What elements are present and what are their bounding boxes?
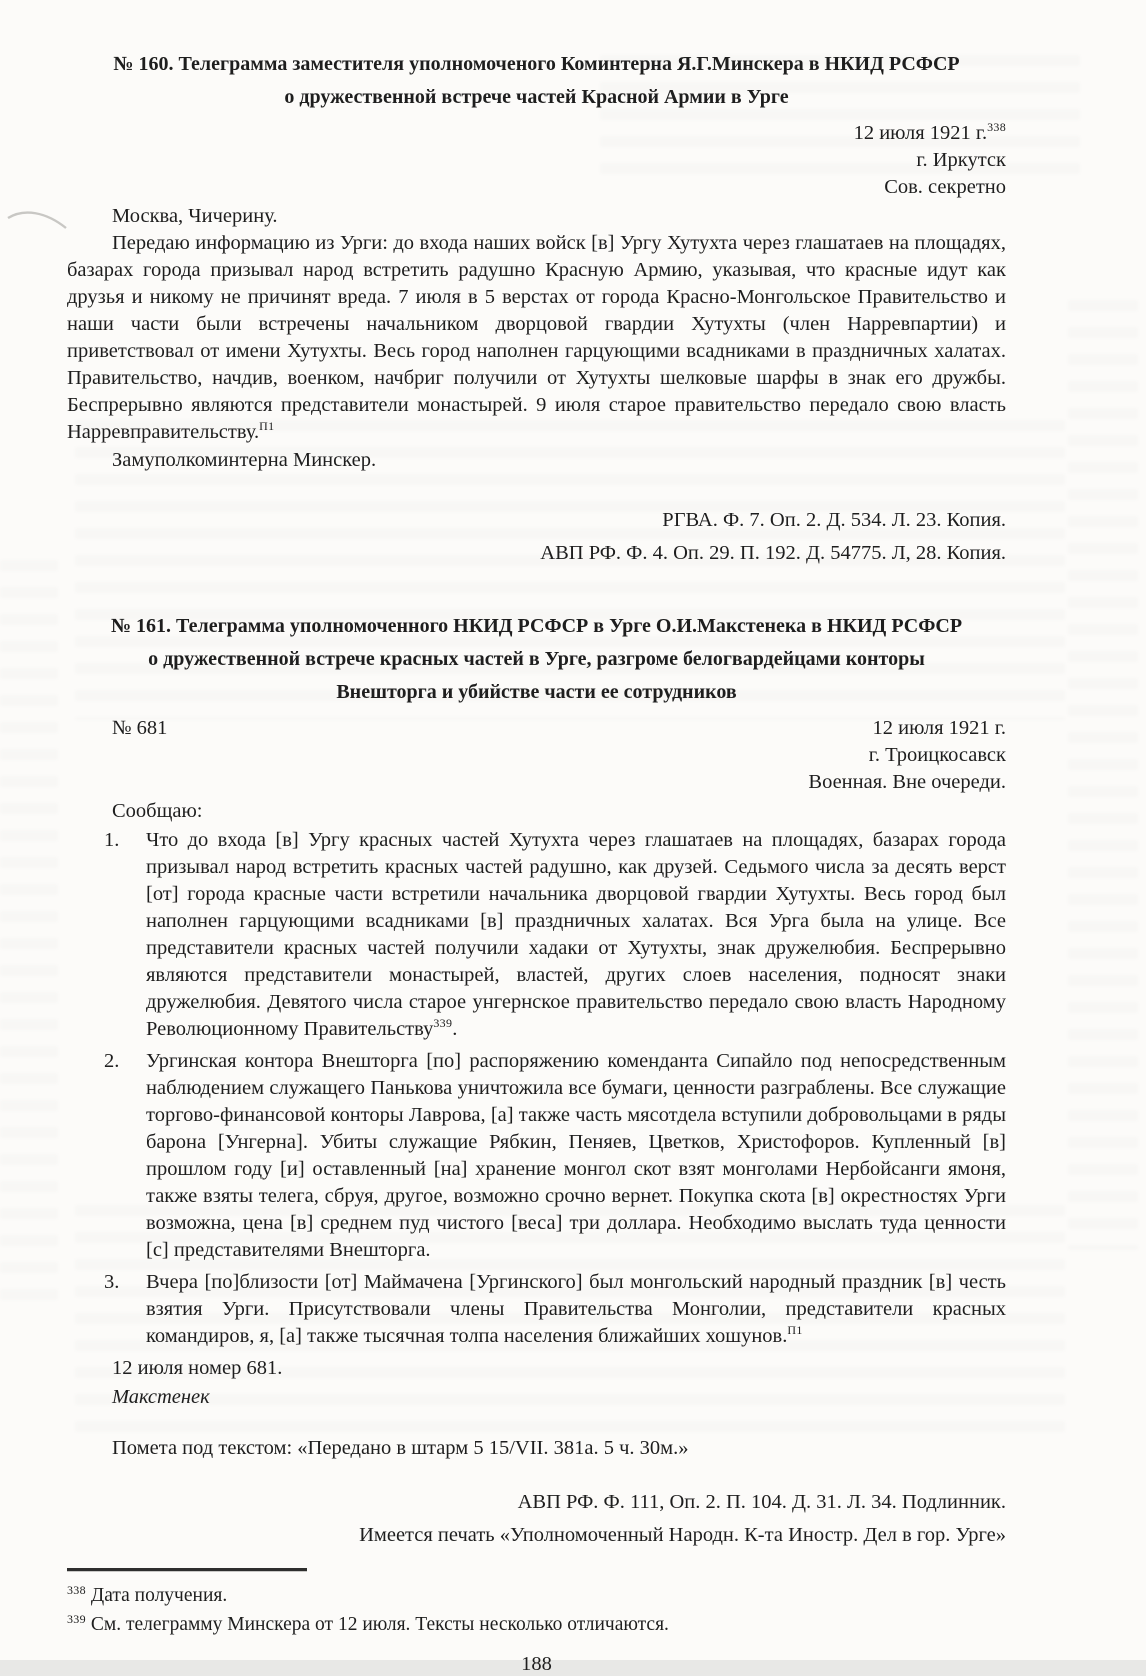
bleed-through-artifact (0, 560, 58, 1300)
footnote-number: 338 (67, 1582, 86, 1597)
doc161-note: Помета под текстом: «Передано в штарм 5 15/VII. 381а. 5 ч. 30м.» (112, 1437, 689, 1459)
list-item-number: 3. (104, 1271, 120, 1293)
doc160-archive-references (67, 504, 1006, 570)
doc161-heading-line2: о дружественной встрече красных частей в Урге, разгроме белогвардейцами конторы (148, 648, 925, 670)
doc160-heading (67, 48, 1006, 114)
archive-reference: Имеется печать «Уполномоченный Народн. К-та Иностр. Дел в гор. Урге» (359, 1524, 1006, 1546)
doc161-heading (67, 610, 1006, 709)
doc161-archive-references (67, 1486, 1006, 1552)
doc160-date-footnote-marker: 338 (987, 120, 1006, 135)
doc160-place: г. Иркутск (916, 149, 1006, 171)
doc161-numbered-list (67, 827, 1006, 1350)
doc160-body-paragraph: Передаю информацию из Урги: до входа наших войск [в] Ургу Хутухта через глашатаев на площадях, базарах города призывал народ встретить радушно Красную Армию, указывая, что красные идут как друзья и никому не причинят вреда. 7 июля в 5 верстах от города Красно-Монгольское Правительство и наши части были встречены начальником дворцовой гвардии Хутухты (член Нарревпартии) и приветствовал от имени Хутухты. Весь город наполнен гарцующими всадниками в праздничных халатах. Правительство, начдив, военком, начбриг получили от Хутухты шелковые шарфы в знак его дружбы. Беспрерывно являются представители монастырей. 9 июля старое правительство передало свою власть Нарревправительству.$^{П1}$ (67, 232, 1006, 443)
list-item-text: Ургинская контора Внешторга [по] распоряжению коменданта Сипайло под непосредственным наблюдением служащего Панькова уничтожила все бумаги, ценности разграблены. Все служащие торгово-финансовой конторы Лаврова, [а] также часть мясотдела вступили добровольцами в ряды барона [Унгерна]. Убиты служащие Рябкин, Пеняев, Цветков, Христофоров. Купленный [в] прошлом году [и] оставленный [на] хранение монгол скот взят монголами Нербойсанги ямоня, также взяты телега, сбруя, другое, возможно срочно вернет. Покупка скота [в] окрестностях Урги возможна, цена [в] среднем пуд чистого [веса] три доллара. Необходимо выслать туда ценности [с] представителями Внешторга. (146, 1050, 1006, 1261)
list-item (67, 827, 1006, 1043)
list-item-number: 1. (104, 829, 120, 851)
footnote-339: $^{339}$ См. телеграмму Минскера от 12 июля. Тексты несколько отличаются. (67, 1611, 669, 1635)
doc160-date: 12 июля 1921 г.$^{338}$ (853, 120, 1006, 144)
footnote-divider (67, 1568, 307, 1571)
doc161-signature: Макстенек (112, 1386, 210, 1408)
doc161-heading-line1: № 161. Телеграмма уполномоченного НКИД РСФСР в Урге О.И.Макстенека в НКИД РСФСР (110, 615, 963, 637)
doc160-heading-line1: № 160. Телеграмма заместителя уполномоченого Коминтерна Я.Г.Минскера в НКИД РСФСР (113, 53, 960, 75)
bleed-through-artifact (1068, 300, 1138, 1250)
doc160-signature: Замуполкоминтерна Минскер. (112, 449, 377, 471)
archive-reference: АВП РФ. Ф. 111, Оп. 2. П. 104. Д. 31. Л. 34. Подлинник. (517, 1491, 1006, 1513)
doc160-date-block (67, 120, 1006, 201)
doc161-heading-line3: Внешторга и убийстве части ее сотрудников (336, 681, 737, 703)
doc161-intro: Сообщаю: (112, 800, 203, 822)
doc161-classification: Военная. Вне очереди. (808, 771, 1006, 793)
page-footer (67, 1568, 1006, 1676)
footnote-338: $^{338}$ Дата получения. (67, 1582, 228, 1606)
doc160-salutation: Москва, Чичерину. (112, 205, 278, 227)
list-item-number: 2. (104, 1050, 120, 1072)
doc161-date-number-line: 12 июля номер 681. (112, 1357, 283, 1379)
list-item-text: Вчера [по]близости [от] Маймачена [Ургинского] был монгольский народный праздник [в] честь взятия Урги. Присутствовали члены Правительства Монголии, представители красных командиров, я, [а] также тысячная толпа населения ближайших хошунов.$^{П1}$ (146, 1271, 1006, 1347)
archive-reference: АВП РФ. Ф. 4. Оп. 29. П. 192. Д. 54775. Л, 28. Копия. (540, 542, 1006, 564)
doc160-comment-marker: П1 (259, 419, 275, 434)
doc161-date: 12 июля 1921 г. (872, 717, 1006, 739)
page-number: 188 (521, 1653, 552, 1675)
doc161-place: г. Троицкосавск (868, 744, 1006, 766)
doc161-number-date-row (67, 715, 1006, 742)
list-item (67, 1269, 1006, 1350)
archive-reference: РГВА. Ф. 7. Оп. 2. Д. 534. Л. 23. Копия. (662, 509, 1006, 531)
doc160-heading-line2: о дружественной встрече частей Красной Армии в Урге (284, 86, 789, 108)
comment-marker: П1 (787, 1323, 803, 1338)
footnote-number: 339 (67, 1611, 86, 1626)
list-item (67, 1048, 1006, 1264)
document-160 (67, 48, 1006, 570)
pencil-mark-artifact (4, 196, 74, 246)
doc160-classification: Сов. секретно (884, 176, 1006, 198)
list-item-text: Что до входа [в] Ургу красных частей Хутухта через глашатаев на площадях, базарах города призывал народ встретить красных частей радушно, как друзей. Седьмого числа за десять верст [от] города красные части встретили начальника дворцовой гвардии Хутухты. Весь город был наполнен гарцующими всадниками [в] праздничных халатах. Вся Урга была на улице. Все представители красных частей получили хадаки от Хутухты, знак дружелюбия. Беспрерывно являются представители монастырей, властей, других слоев населения, подносят знаки дружелюбия. Девятого числа старое унгернское правительство передало свою власть Народному Революционному Правительству$^{339}$. (146, 829, 1006, 1040)
page-content (67, 48, 1006, 1676)
doc161-telegram-number: № 681 (112, 717, 168, 739)
document-161 (67, 610, 1006, 1552)
footnote-marker: 339 (433, 1016, 453, 1031)
doc161-place-class-block (67, 742, 1006, 796)
